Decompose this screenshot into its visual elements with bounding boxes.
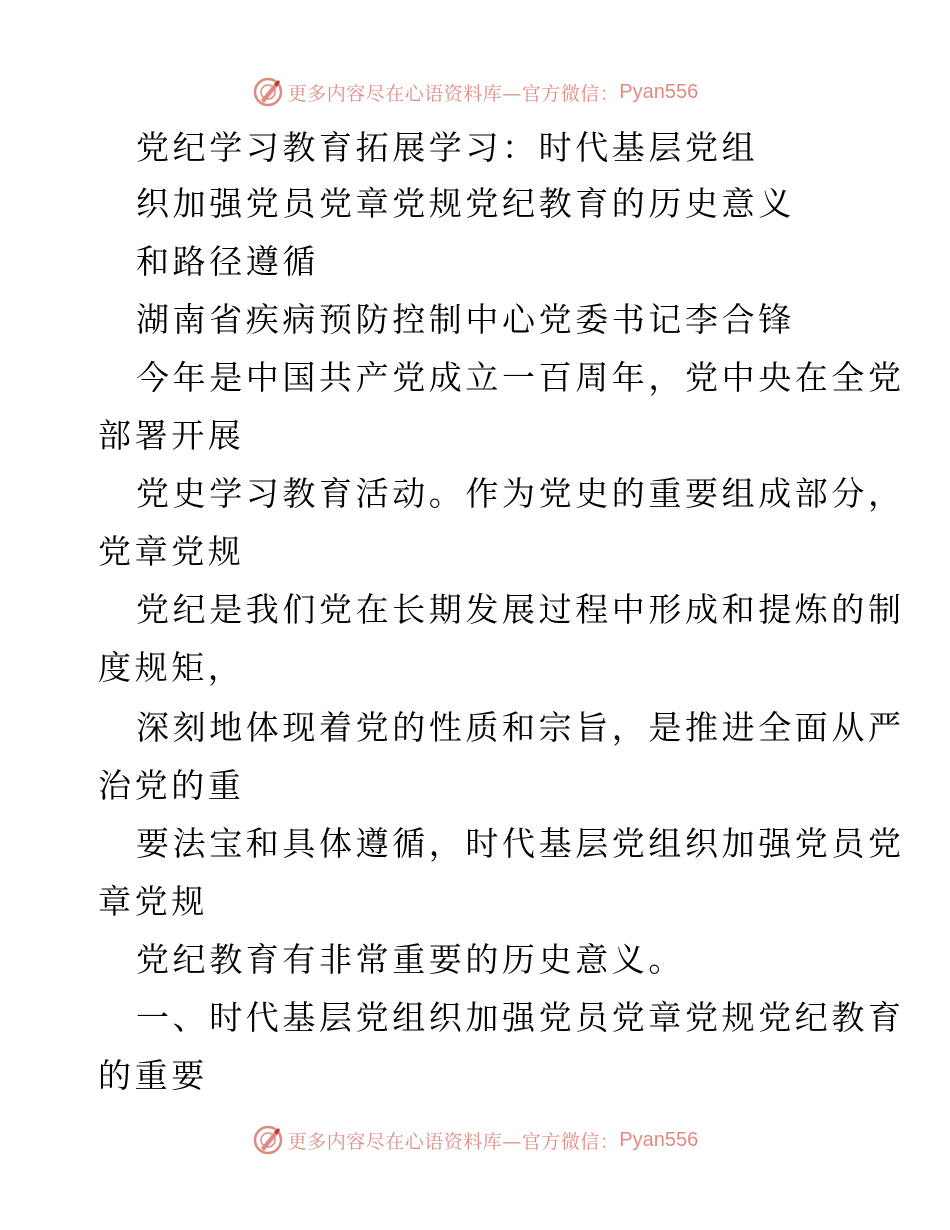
paragraph-line: 党纪教育有非常重要的历史意义。 xyxy=(136,940,685,979)
section-heading-line: 的重要 xyxy=(98,1056,208,1095)
paragraph-line: 治党的重 xyxy=(98,766,245,805)
header-watermark-banner xyxy=(0,72,950,112)
section-heading-line: 一、时代基层党组织加强党员党章党规党纪教育 xyxy=(136,998,905,1037)
title-line-1: 党纪学习教育拓展学习：时代基层党组 xyxy=(136,128,759,167)
author-line: 湖南省疾病预防控制中心党委书记李合锋 xyxy=(136,300,795,339)
watermark-wechat-id: Pyan556 xyxy=(619,80,699,103)
paragraph-line: 党章党规 xyxy=(98,532,245,571)
footer-watermark-banner xyxy=(0,1120,950,1160)
watermark-text: 更多内容尽在心语资料库—官方微信： xyxy=(287,82,620,105)
watermark-text: 更多内容尽在心语资料库—官方微信： xyxy=(287,1130,620,1153)
paragraph-line: 党史学习教育活动。作为党史的重要组成部分， xyxy=(136,474,905,513)
paragraph-line: 部署开展 xyxy=(98,416,245,455)
paragraph-line: 章党规 xyxy=(98,882,208,921)
paragraph-line: 度规矩， xyxy=(98,648,245,687)
paragraph-line: 要法宝和具体遵循，时代基层党组织加强党员党 xyxy=(136,824,905,863)
pen-seal-logo-icon xyxy=(252,1124,284,1156)
title-line-2: 织加强党员党章党规党纪教育的历史意义 xyxy=(136,184,795,223)
title-line-3: 和路径遵循 xyxy=(136,242,319,281)
paragraph-line: 今年是中国共产党成立一百周年，党中央在全党 xyxy=(136,358,905,397)
paragraph-line: 深刻地体现着党的性质和宗旨，是推进全面从严 xyxy=(136,708,905,747)
pen-seal-logo-icon xyxy=(252,76,284,108)
paragraph-line: 党纪是我们党在长期发展过程中形成和提炼的制 xyxy=(136,590,905,629)
watermark-wechat-id: Pyan556 xyxy=(619,1128,699,1151)
